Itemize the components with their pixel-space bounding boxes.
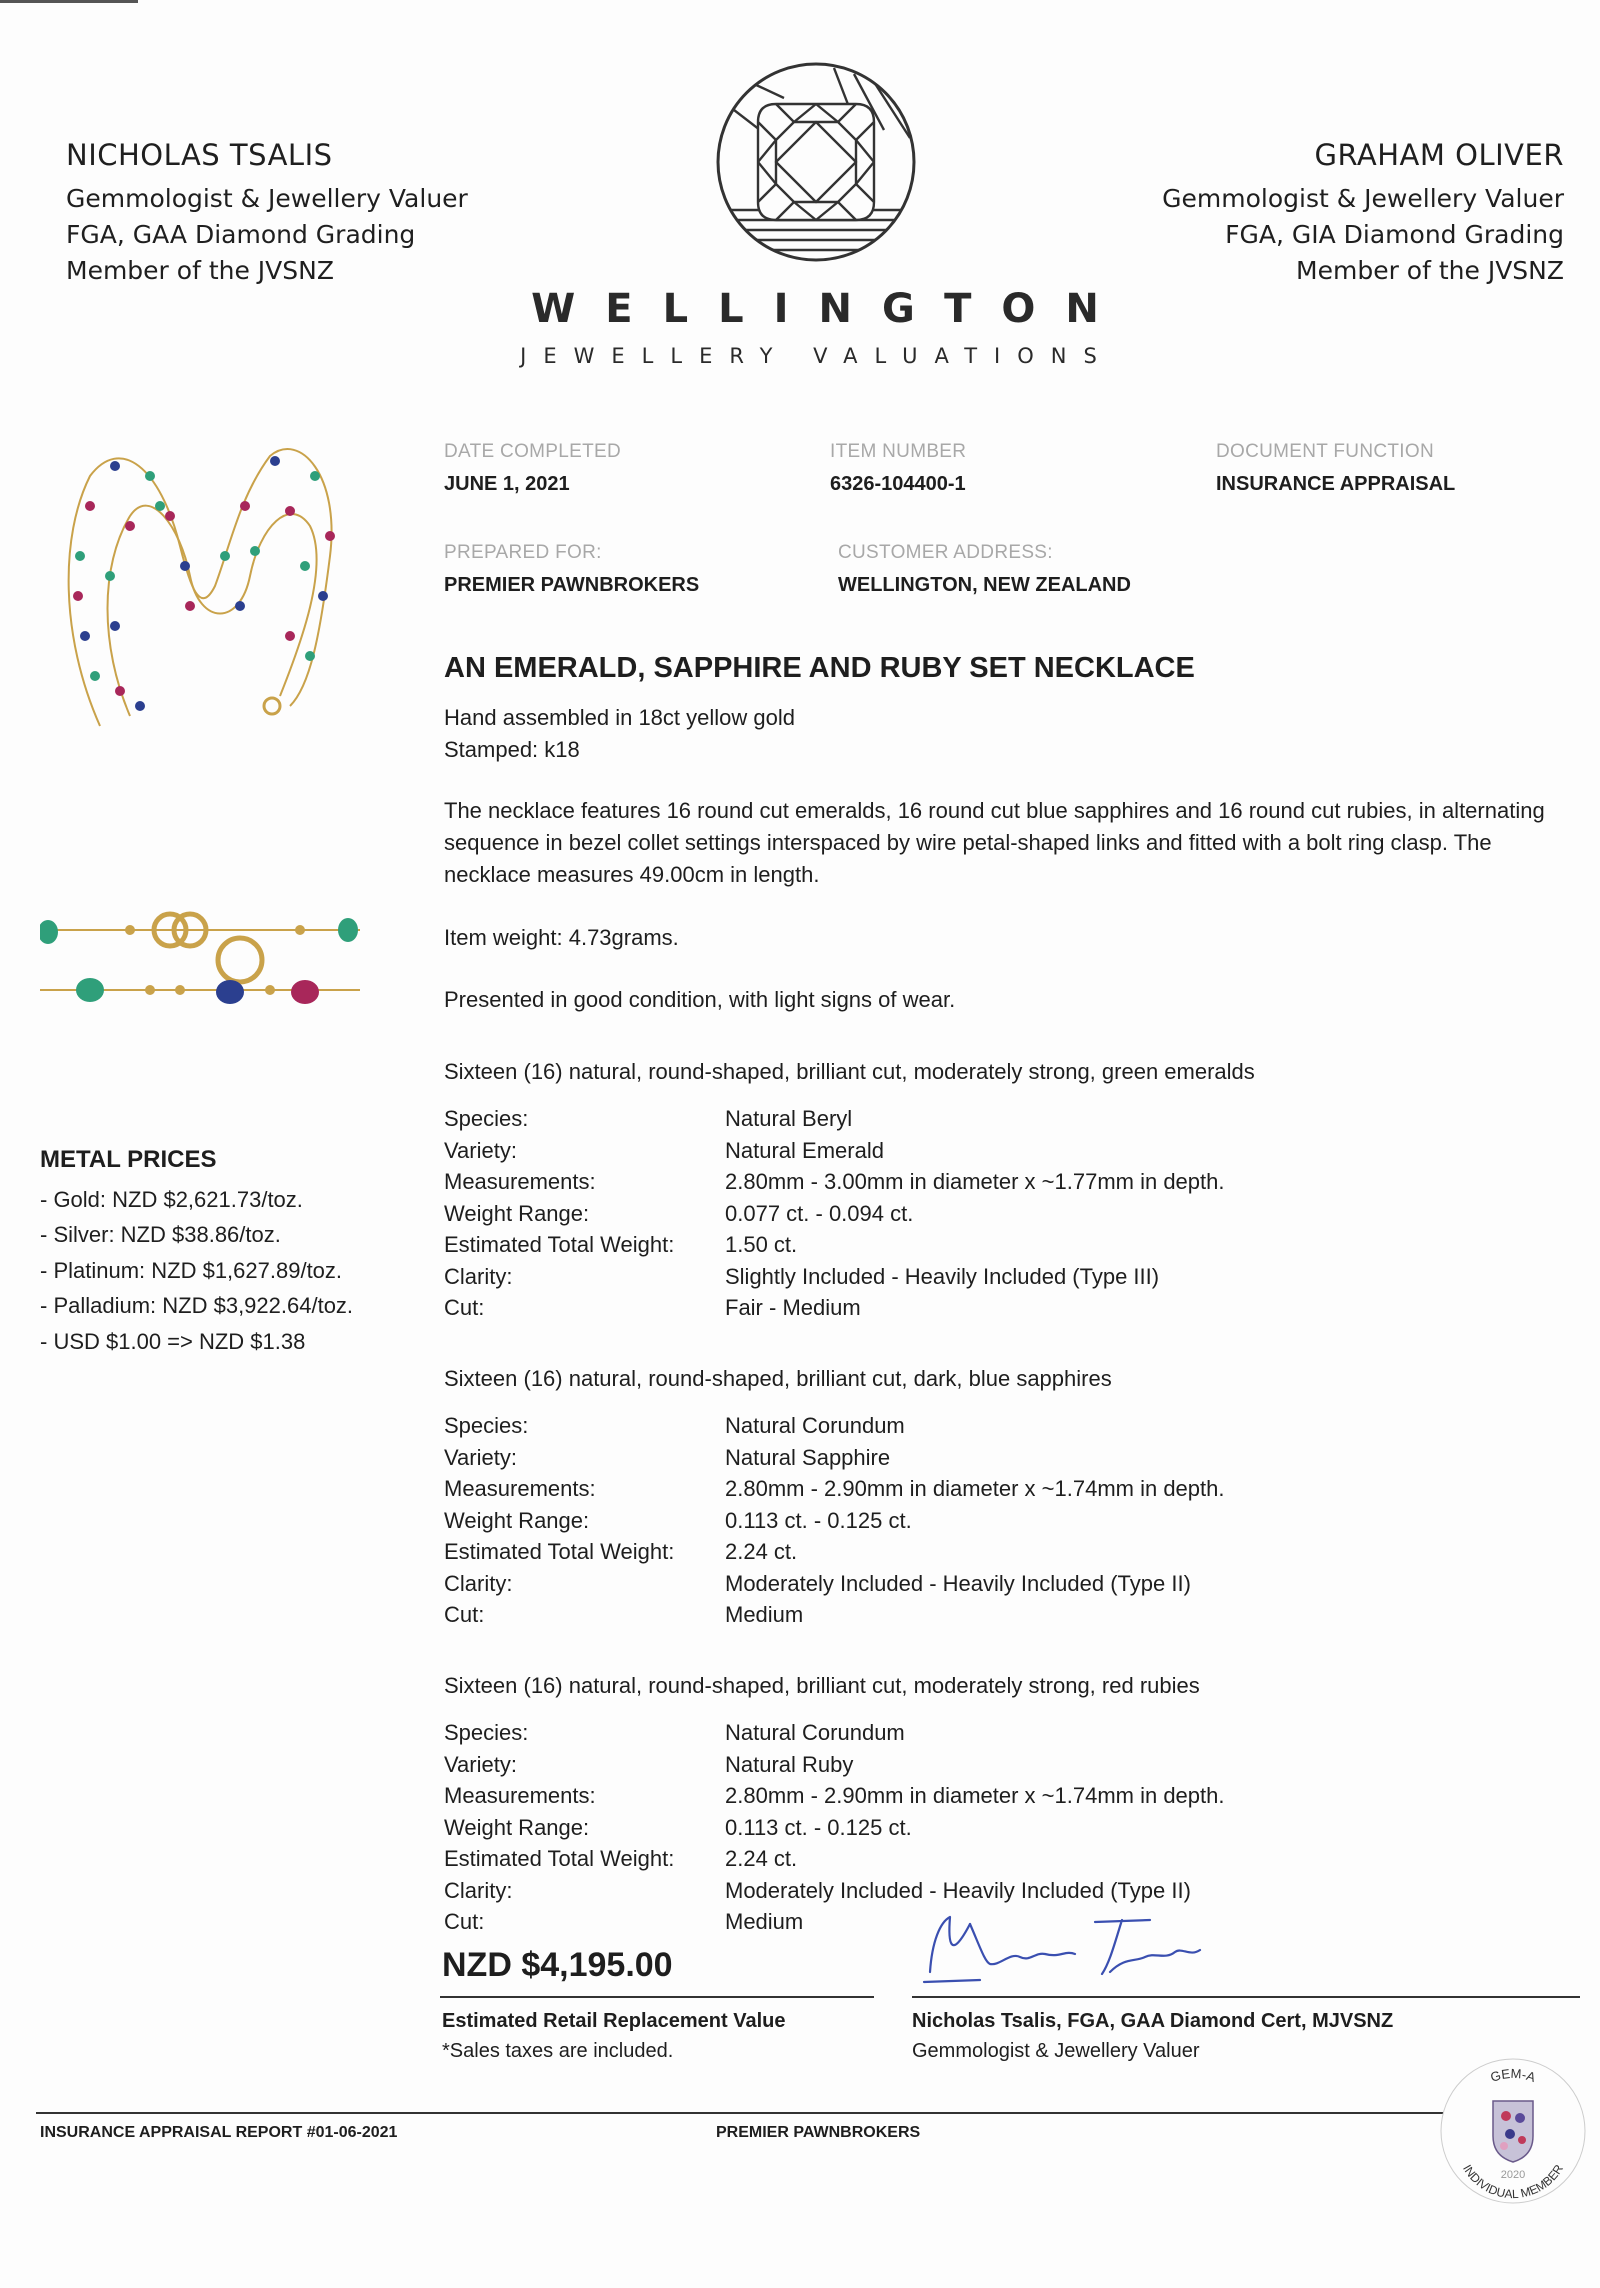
valuer-left-member: Member of the JVSNZ [66, 256, 334, 285]
table-row [444, 1261, 1225, 1293]
table-row [444, 1442, 1225, 1474]
prepared-for-value: PREMIER PAWNBROKERS [444, 574, 700, 596]
brand-name: WELLINGTON [531, 286, 1129, 332]
spec-key: Cut: [444, 1909, 485, 1934]
document-function-label: DOCUMENT FUNCTION [1216, 441, 1434, 462]
spec-value: Moderately Included - Heavily Included (Type II) [725, 1877, 1191, 1903]
spec-value: 2.80mm - 3.00mm in diameter x ~1.77mm in depth. [725, 1169, 1225, 1194]
table-row [444, 1780, 1225, 1812]
spec-value: 2.24 ct. [725, 1539, 798, 1564]
spec-key: Species: [444, 1720, 529, 1745]
table-row [444, 1505, 1225, 1537]
item-line-2: Stamped: k18 [444, 737, 580, 762]
spec-key: Variety: [444, 1751, 517, 1777]
sapphire-heading: Sixteen (16) natural, round-shaped, brilliant cut, dark, blue sapphires [444, 1366, 1112, 1391]
spec-value: 0.077 ct. - 0.094 ct. [725, 1200, 914, 1226]
table-row [444, 1473, 1225, 1505]
customer-address-label: CUSTOMER ADDRESS: [838, 542, 1053, 563]
table-row [444, 1166, 1225, 1198]
item-title: AN EMERALD, SAPPHIRE AND RUBY SET NECKLACE [444, 652, 1195, 684]
spec-key: Weight Range: [444, 1200, 590, 1226]
table-row [444, 1536, 1225, 1568]
item-condition: Presented in good condition, with light signs of wear. [444, 987, 956, 1012]
date-completed-value: JUNE 1, 2021 [444, 473, 570, 495]
prepared-for [444, 542, 699, 597]
metal-price-silver: - Silver: NZD $38.86/toz. [40, 1222, 281, 1247]
emerald-spec-table [444, 1103, 1225, 1324]
necklace-photo [40, 436, 370, 736]
signer-role: Gemmologist & Jewellery Valuer [912, 2040, 1200, 2062]
signature [910, 1902, 1210, 1992]
badge-year: 2020 [1500, 2169, 1526, 2181]
valuation-caption [442, 2006, 785, 2066]
spec-value: 0.113 ct. - 0.125 ct. [725, 1814, 912, 1840]
spec-key: Clarity: [444, 1570, 513, 1596]
sapphire-spec-table [444, 1410, 1225, 1631]
brand-subtitle: JEWELLERY VALUATIONS [520, 344, 1114, 368]
item-description: The necklace features 16 round cut emeralds, 16 round cut blue sapphires and 16 round cut rubies, in alternating sequence in bezel collet settings interspaced by wire petal-shaped links and fitted with a bolt ring clasp. The necklace measures 49.00cm in length. [444, 798, 1545, 887]
spec-value: Medium [725, 1909, 804, 1934]
spec-value: Natural Sapphire [725, 1444, 891, 1470]
spec-key: Species: [444, 1106, 529, 1131]
item-number [830, 441, 966, 496]
spec-value: 1.50 ct. [725, 1232, 798, 1257]
table-row [444, 1410, 1225, 1442]
price-divider [440, 1996, 874, 1998]
valuer-left [66, 138, 468, 289]
metal-price-platinum: - Platinum: NZD $1,627.89/toz. [40, 1257, 343, 1283]
spec-key: Measurements: [444, 1169, 596, 1194]
spec-key: Species: [444, 1413, 529, 1438]
spec-key: Weight Range: [444, 1507, 590, 1533]
spec-key: Variety: [444, 1444, 517, 1470]
spec-value: 2.80mm - 2.90mm in diameter x ~1.74mm in depth. [725, 1783, 1225, 1808]
exchange-rate: - USD $1.00 => NZD $1.38 [40, 1328, 306, 1354]
item-number-label: ITEM NUMBER [830, 441, 967, 462]
spec-value: 0.113 ct. - 0.125 ct. [725, 1507, 912, 1533]
table-row [444, 1717, 1225, 1749]
valuer-left-name: NICHOLAS TSALIS [66, 138, 333, 172]
spec-key: Cut: [444, 1295, 485, 1320]
spec-value: Moderately Included - Heavily Included (Type II) [725, 1570, 1191, 1596]
metal-prices-heading: METAL PRICES [40, 1146, 217, 1173]
spec-value: Slightly Included - Heavily Included (Type III) [725, 1263, 1160, 1289]
valuation-price: NZD $4,195.00 [442, 1946, 673, 1984]
spec-value: Natural Emerald [725, 1137, 884, 1163]
spec-value: Medium [725, 1602, 804, 1627]
top-edge-mark [0, 0, 138, 3]
customer-address [838, 542, 1131, 597]
table-row [444, 1292, 1225, 1324]
spec-value: Natural Beryl [725, 1106, 853, 1131]
spec-value: 2.80mm - 2.90mm in diameter x ~1.74mm in depth. [725, 1476, 1225, 1501]
valuation-note: *Sales taxes are included. [442, 2040, 674, 2062]
footer-divider [36, 2112, 1451, 2114]
valuation-label: Estimated Retail Replacement Value [442, 2010, 786, 2032]
metal-price-gold: - Gold: NZD $2,621.73/toz. [40, 1186, 303, 1212]
table-row [444, 1135, 1225, 1167]
valuer-left-role: Gemmologist & Jewellery Valuer [66, 184, 468, 213]
signer-name: Nicholas Tsalis, FGA, GAA Diamond Cert, MJVSNZ [912, 2010, 1394, 2032]
valuer-right [1162, 138, 1564, 289]
date-completed-label: DATE COMPLETED [444, 441, 621, 462]
badge-bottom-text: INDIVIDUAL MEMBER [1460, 2161, 1566, 2202]
table-row [444, 1229, 1225, 1261]
table-row [444, 1599, 1225, 1631]
item-weight: Item weight: 4.73grams. [444, 925, 679, 950]
valuer-right-member: Member of the JVSNZ [1296, 256, 1564, 285]
prepared-for-label: PREPARED FOR: [444, 542, 602, 563]
spec-value: Natural Corundum [725, 1720, 905, 1745]
badge-top-text: GEM-A [1488, 2065, 1538, 2085]
table-row [444, 1749, 1225, 1781]
table-row [444, 1198, 1225, 1230]
spec-key: Variety: [444, 1137, 517, 1163]
gem-a-crest-icon [1493, 2101, 1533, 2162]
valuer-right-cert: FGA, GIA Diamond Grading [1225, 220, 1564, 249]
ruby-heading: Sixteen (16) natural, round-shaped, brilliant cut, moderately strong, red rubies [444, 1673, 1200, 1698]
spec-key: Clarity: [444, 1877, 513, 1903]
spec-value: 2.24 ct. [725, 1846, 798, 1871]
valuer-left-cert: FGA, GAA Diamond Grading [66, 220, 416, 249]
metal-price-palladium: - Palladium: NZD $3,922.64/toz. [40, 1293, 354, 1318]
spec-value: Natural Corundum [725, 1413, 905, 1438]
document-function [1216, 441, 1455, 496]
signer-block [912, 2006, 1393, 2066]
footer-report-number: INSURANCE APPRAISAL REPORT #01-06-2021 [40, 2124, 398, 2141]
spec-key: Clarity: [444, 1263, 513, 1289]
cushion-cut-gem-logo [714, 60, 918, 264]
table-row [444, 1812, 1225, 1844]
valuer-right-name: GRAHAM OLIVER [1314, 138, 1564, 172]
necklace-closeup-photo [40, 900, 360, 1020]
valuer-right-role: Gemmologist & Jewellery Valuer [1162, 184, 1564, 213]
footer-client: PREMIER PAWNBROKERS [716, 2124, 921, 2141]
table-row [444, 1568, 1225, 1600]
gem-a-membership-badge [1438, 2056, 1588, 2206]
spec-key: Estimated Total Weight: [444, 1232, 675, 1257]
spec-key: Weight Range: [444, 1814, 590, 1840]
document-function-value: INSURANCE APPRAISAL [1216, 473, 1456, 495]
metal-prices [40, 1142, 353, 1359]
spec-key: Measurements: [444, 1476, 596, 1501]
emerald-heading: Sixteen (16) natural, round-shaped, brilliant cut, moderately strong, green emeralds [444, 1059, 1255, 1084]
item-line-1: Hand assembled in 18ct yellow gold [444, 705, 795, 730]
spec-key: Cut: [444, 1602, 485, 1627]
spec-value: Natural Ruby [725, 1751, 854, 1777]
spec-key: Estimated Total Weight: [444, 1539, 675, 1564]
date-completed [444, 441, 621, 496]
customer-address-value: WELLINGTON, NEW ZEALAND [838, 574, 1131, 596]
spec-key: Measurements: [444, 1783, 596, 1808]
table-row [444, 1103, 1225, 1135]
table-row [444, 1843, 1225, 1875]
spec-value: Fair - Medium [725, 1295, 861, 1320]
item-number-value: 6326-104400-1 [830, 473, 966, 495]
signature-divider [912, 1996, 1580, 1998]
spec-key: Estimated Total Weight: [444, 1846, 675, 1871]
